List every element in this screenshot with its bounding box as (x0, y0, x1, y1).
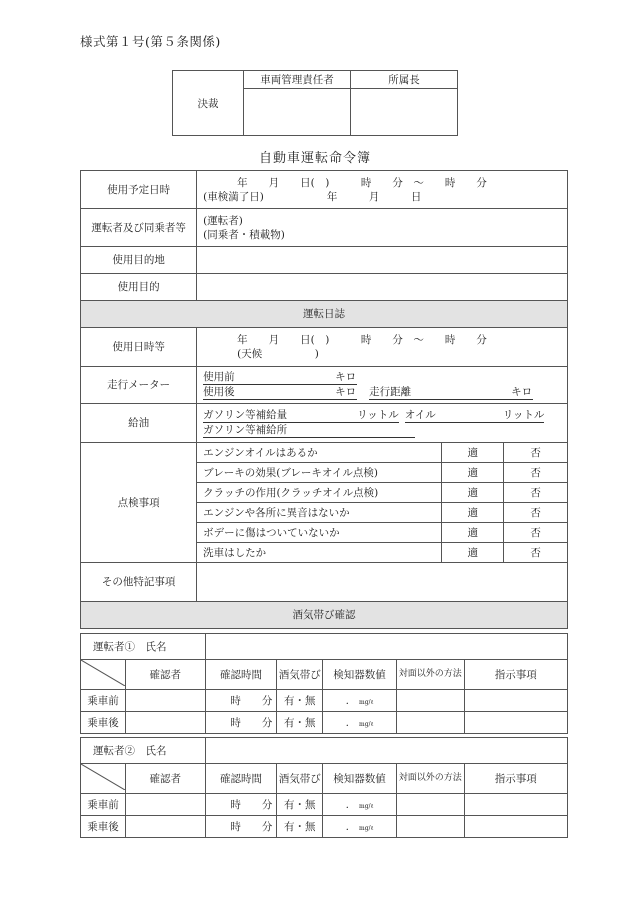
detector-value-field[interactable] (323, 712, 397, 734)
destination-field[interactable] (197, 247, 568, 274)
driver-passenger-label: 運転者及び同乗者等 (81, 209, 197, 247)
driving-order-table (80, 170, 568, 629)
detector-value-field[interactable] (323, 690, 397, 712)
col-instructions: 指示事項 (464, 660, 567, 690)
km-unit: キロ (335, 371, 357, 383)
col-detector-value: 検知器数値 (323, 764, 397, 794)
meter-before-label: 使用前 (203, 370, 335, 385)
diagonal-corner-cell (81, 660, 126, 690)
check-time-field[interactable]: 時 分 (205, 816, 277, 838)
log-datetime-field[interactable] (197, 328, 568, 367)
driving-log-header: 運転日誌 (81, 301, 568, 328)
unit-label: mg/ℓ (359, 824, 374, 832)
diagonal-line (81, 660, 125, 686)
odometer-field[interactable] (197, 367, 568, 404)
approval-stamp-field[interactable] (351, 89, 458, 136)
inspection-expiry-line: (車検満了日) 年 月 日 (203, 190, 422, 203)
driver-passenger-field[interactable] (197, 209, 568, 247)
check-ok-option[interactable]: 適 (442, 463, 504, 483)
approval-box (172, 70, 458, 136)
fuel-station-label: ガソリン等補給所 (203, 423, 415, 438)
form-title: 自動車運転命令簿 (258, 151, 371, 166)
decimal-point: . (345, 820, 349, 833)
row-before-driving: 乗車前 (81, 690, 126, 712)
col-instructions: 指示事項 (464, 764, 567, 794)
alcohol-yesno-field[interactable]: 有・無 (277, 690, 323, 712)
fuel-field[interactable] (197, 404, 568, 443)
detector-value-field[interactable] (323, 816, 397, 838)
decimal-point: . (345, 716, 349, 729)
check-ng-option[interactable]: 否 (504, 503, 568, 523)
approval-col-vehicle-manager: 車両管理責任者 (244, 71, 351, 89)
check-item: ブレーキの効果(ブレーキオイル点検) (197, 463, 442, 483)
alcohol-yesno-field[interactable]: 有・無 (277, 816, 323, 838)
check-ng-option[interactable]: 否 (504, 523, 568, 543)
log-datetime-label: 使用日時等 (81, 328, 197, 367)
check-time-field[interactable]: 時 分 (205, 712, 277, 734)
notes-label: その他特記事項 (81, 563, 197, 602)
driver2-name-field[interactable] (205, 738, 567, 764)
confirmer-field[interactable] (126, 712, 206, 734)
check-time-field[interactable]: 時 分 (205, 690, 277, 712)
liter-unit: リットル (502, 409, 545, 421)
check-item: クラッチの作用(クラッチオイル点検) (197, 483, 442, 503)
decimal-point: . (345, 798, 349, 811)
log-datetime-line: 年 月 日( ) 時 分 ～ 時 分 (237, 334, 487, 346)
instructions-field[interactable] (464, 712, 567, 734)
check-item: 洗車はしたか (197, 543, 442, 563)
instructions-field[interactable] (464, 794, 567, 816)
driver-line: (運転者) (203, 214, 243, 227)
row-before-driving: 乗車前 (81, 794, 126, 816)
odometer-label: 走行メーター (81, 367, 197, 404)
confirmer-field[interactable] (126, 794, 206, 816)
passenger-line: (同乗者・積載物) (203, 228, 285, 241)
non-face-method-field[interactable] (396, 712, 464, 734)
unit-label: mg/ℓ (359, 698, 374, 706)
destination-label: 使用目的地 (81, 247, 197, 274)
meter-after-label: 使用後 (203, 385, 335, 400)
col-non-face-method: 対面以外の方法 (396, 764, 464, 794)
diagonal-corner-cell (81, 764, 126, 794)
liter-unit: リットル (357, 409, 399, 421)
check-ok-option[interactable]: 適 (442, 483, 504, 503)
km-unit: キロ (511, 386, 533, 398)
alcohol-check-header: 酒気帯び確認 (81, 602, 568, 629)
driver2-name-label: 運転者② 氏名 (81, 738, 206, 764)
check-ng-option[interactable]: 否 (504, 463, 568, 483)
col-detector-value: 検知器数値 (323, 660, 397, 690)
fuel-amount-label: ガソリン等補給量 (203, 408, 357, 423)
diagonal-line (81, 764, 125, 790)
purpose-field[interactable] (197, 274, 568, 301)
confirmer-field[interactable] (126, 690, 206, 712)
fuel-label: 給油 (81, 404, 197, 443)
check-ok-option[interactable]: 適 (442, 543, 504, 563)
col-check-time: 確認時間 (205, 764, 277, 794)
usage-date-label: 使用予定日時 (81, 171, 197, 209)
check-item: エンジンや各所に異音はないか (197, 503, 442, 523)
approval-stamp-field[interactable] (244, 89, 351, 136)
notes-field[interactable] (197, 563, 568, 602)
approval-label: 決裁 (173, 71, 244, 136)
driver1-name-field[interactable] (205, 634, 567, 660)
km-unit: キロ (335, 386, 357, 398)
purpose-label: 使用目的 (81, 274, 197, 301)
unit-label: mg/ℓ (359, 802, 374, 810)
alcohol-check-driver2 (80, 737, 568, 838)
check-ng-option[interactable]: 否 (504, 443, 568, 463)
check-ng-option[interactable]: 否 (504, 483, 568, 503)
col-confirmer: 確認者 (126, 660, 206, 690)
check-time-field[interactable]: 時 分 (205, 794, 277, 816)
check-item: エンジンオイルはあるか (197, 443, 442, 463)
check-ok-option[interactable]: 適 (442, 523, 504, 543)
distance-label: 走行距離 (369, 385, 511, 400)
inspection-label: 点検事項 (81, 443, 197, 563)
alcohol-yesno-field[interactable]: 有・無 (277, 712, 323, 734)
col-confirmer: 確認者 (126, 764, 206, 794)
unit-label: mg/ℓ (359, 720, 374, 728)
non-face-method-field[interactable] (396, 690, 464, 712)
instructions-field[interactable] (464, 690, 567, 712)
col-check-time: 確認時間 (205, 660, 277, 690)
weather-line: (天候 ) (237, 348, 319, 360)
driver1-name-label: 運転者① 氏名 (81, 634, 206, 660)
oil-label: オイル (405, 408, 503, 423)
usage-date-field[interactable] (197, 171, 568, 209)
non-face-method-field[interactable] (396, 794, 464, 816)
check-ok-option[interactable]: 適 (442, 443, 504, 463)
alcohol-yesno-field[interactable]: 有・無 (277, 794, 323, 816)
check-item: ボデーに傷はついていないか (197, 523, 442, 543)
detector-value-field[interactable] (323, 794, 397, 816)
row-after-driving: 乗車後 (81, 816, 126, 838)
instructions-field[interactable] (464, 816, 567, 838)
alcohol-check-driver1 (80, 633, 568, 734)
non-face-method-field[interactable] (396, 816, 464, 838)
decimal-point: . (345, 694, 349, 707)
check-ok-option[interactable]: 適 (442, 503, 504, 523)
check-ng-option[interactable]: 否 (504, 543, 568, 563)
form-number: 様式第１号(第５条関係) (80, 34, 221, 49)
col-alcohol: 酒気帯び (277, 764, 323, 794)
row-after-driving: 乗車後 (81, 712, 126, 734)
confirmer-field[interactable] (126, 816, 206, 838)
col-non-face-method: 対面以外の方法 (396, 660, 464, 690)
col-alcohol: 酒気帯び (277, 660, 323, 690)
usage-date-line: 年 月 日( ) 時 分 ～ 時 分 (237, 176, 487, 189)
approval-col-department-head: 所属長 (351, 71, 458, 89)
